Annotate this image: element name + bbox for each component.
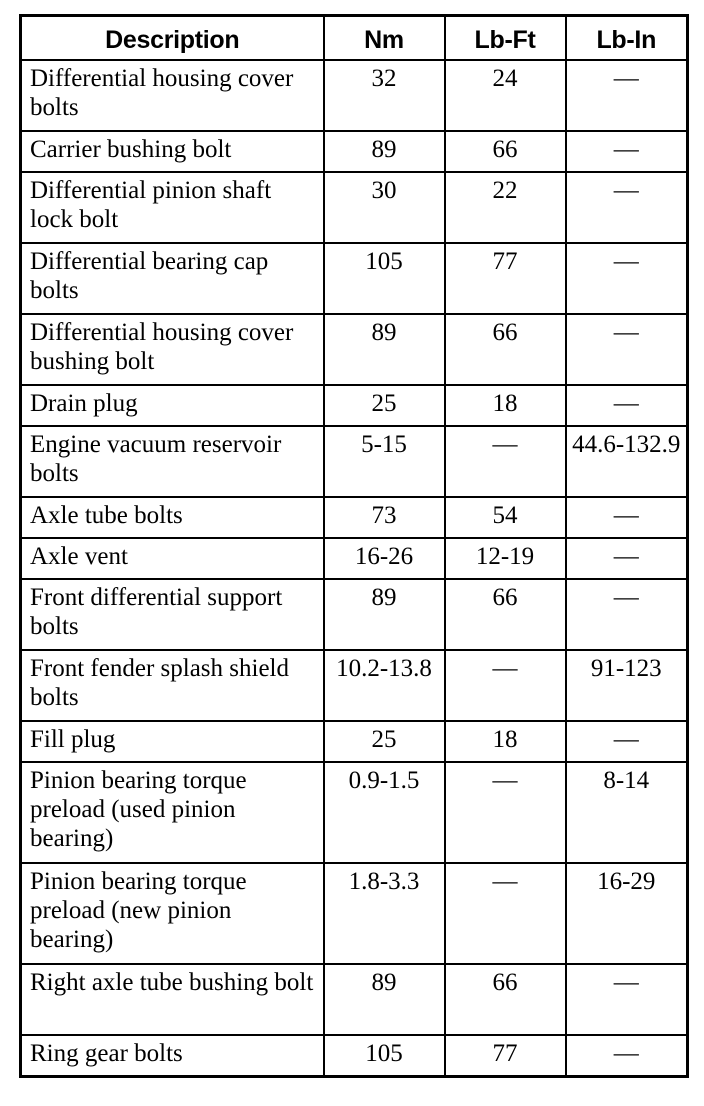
cell-lb-ft: — [445,863,566,964]
cell-lb-in: 44.6-132.9 [566,426,688,497]
cell-description: Engine vacuum reservoir bolts [21,426,324,497]
cell-lb-in: 8-14 [566,762,688,863]
cell-nm: 1.8-3.3 [324,863,445,964]
header-description: Description [21,16,324,61]
header-lb-ft: Lb-Ft [445,16,566,61]
cell-nm: 30 [324,172,445,243]
table-row [21,172,688,243]
cell-description: Pinion bearing torque preload (new pinion bearing) [21,863,324,964]
cell-lb-ft: — [445,650,566,721]
cell-description: Fill plug [21,721,324,762]
table-row [21,762,688,863]
cell-description: Right axle tube bushing bolt [21,964,324,1035]
table-row [21,131,688,172]
cell-description: Drain plug [21,385,324,426]
cell-description: Carrier bushing bolt [21,131,324,172]
cell-description: Pinion bearing torque preload (used pinion bearing) [21,762,324,863]
cell-nm: 89 [324,964,445,1035]
cell-lb-in: — [566,497,688,538]
cell-lb-in: 91-123 [566,650,688,721]
cell-description: Axle vent [21,538,324,579]
cell-lb-ft: 18 [445,385,566,426]
cell-lb-in: — [566,579,688,650]
cell-nm: 0.9-1.5 [324,762,445,863]
cell-lb-ft: 12-19 [445,538,566,579]
cell-nm: 25 [324,385,445,426]
header-row [21,16,688,61]
table-row [21,964,688,1035]
cell-lb-in: — [566,1035,688,1076]
cell-nm: 89 [324,579,445,650]
table-row [21,721,688,762]
cell-nm: 89 [324,131,445,172]
cell-lb-in: — [566,385,688,426]
header-nm: Nm [324,16,445,61]
cell-description: Axle tube bolts [21,497,324,538]
table-row [21,426,688,497]
cell-lb-in: 16-29 [566,863,688,964]
cell-lb-ft: 54 [445,497,566,538]
cell-lb-ft: 77 [445,243,566,314]
cell-description: Differential housing cover bushing bolt [21,314,324,385]
table-row [21,243,688,314]
table-row [21,579,688,650]
table-row [21,385,688,426]
cell-nm: 25 [324,721,445,762]
table-row [21,60,688,131]
cell-description: Differential bearing cap bolts [21,243,324,314]
cell-description: Differential housing cover bolts [21,60,324,131]
table-row [21,314,688,385]
cell-lb-ft: 18 [445,721,566,762]
cell-nm: 105 [324,243,445,314]
cell-lb-in: — [566,60,688,131]
table-row [21,1035,688,1076]
torque-spec-table [19,14,689,1078]
cell-lb-in: — [566,314,688,385]
cell-lb-in: — [566,721,688,762]
cell-lb-ft: — [445,762,566,863]
table-row [21,538,688,579]
cell-lb-in: — [566,243,688,314]
header-lb-in: Lb-In [566,16,688,61]
cell-lb-in: — [566,538,688,579]
cell-description: Ring gear bolts [21,1035,324,1076]
table-row [21,497,688,538]
cell-nm: 5-15 [324,426,445,497]
cell-description: Front differential support bolts [21,579,324,650]
cell-lb-ft: 66 [445,964,566,1035]
cell-nm: 89 [324,314,445,385]
cell-nm: 73 [324,497,445,538]
cell-lb-ft: — [445,426,566,497]
cell-lb-ft: 77 [445,1035,566,1076]
cell-lb-in: — [566,964,688,1035]
cell-lb-ft: 66 [445,131,566,172]
cell-lb-in: — [566,131,688,172]
cell-lb-ft: 24 [445,60,566,131]
cell-description: Differential pinion shaft lock bolt [21,172,324,243]
cell-description: Front fender splash shield bolts [21,650,324,721]
cell-nm: 10.2-13.8 [324,650,445,721]
table-row [21,863,688,964]
cell-nm: 16-26 [324,538,445,579]
cell-lb-ft: 66 [445,314,566,385]
cell-lb-ft: 22 [445,172,566,243]
cell-nm: 32 [324,60,445,131]
cropped-heading-fragment [0,0,120,8]
table-row [21,650,688,721]
cell-lb-in: — [566,172,688,243]
cell-nm: 105 [324,1035,445,1076]
cell-lb-ft: 66 [445,579,566,650]
